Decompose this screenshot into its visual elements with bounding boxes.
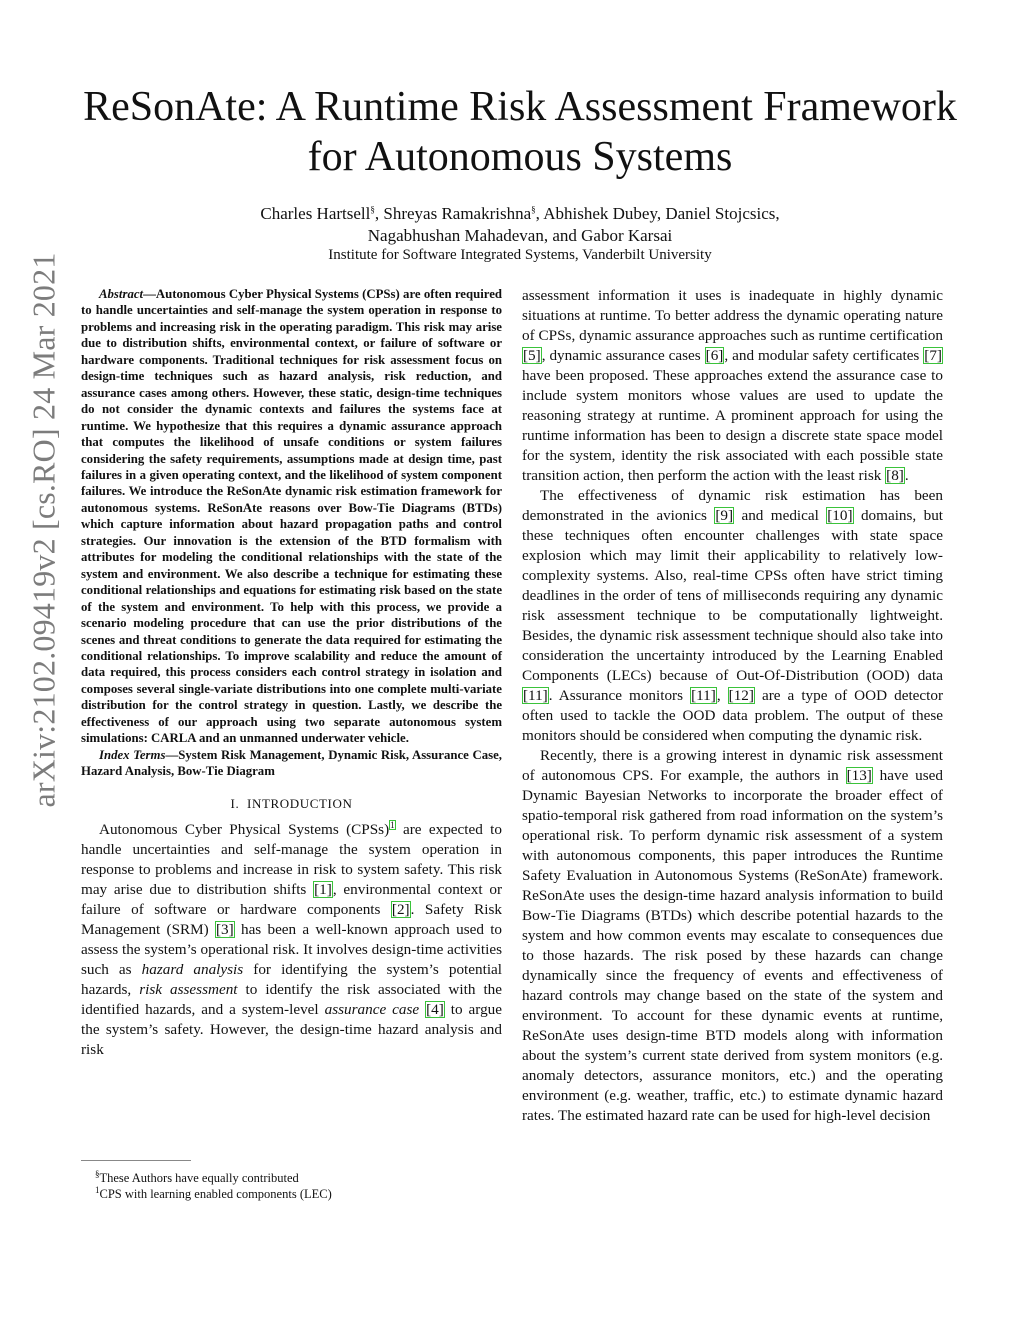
- footnote-text: CPS with learning enabled components (LEC): [99, 1187, 332, 1201]
- footnote-mark: 1: [95, 1184, 100, 1195]
- arxiv-id: arXiv:2102.09419v2 [cs.RO] 24 Mar 2021: [25, 252, 62, 808]
- title-line-2: for Autonomous Systems: [307, 134, 733, 180]
- index-terms-text: —System Risk Management, Dynamic Risk, Assurance Case, Hazard Analysis, Bow-Tie Diagram: [81, 747, 502, 779]
- author-name: Charles Hartsell: [260, 204, 371, 223]
- citation-link[interactable]: [10]: [827, 507, 853, 524]
- text-run: .: [904, 467, 909, 484]
- citation-link[interactable]: [4]: [426, 1000, 444, 1018]
- author-list: [70, 203, 970, 247]
- text-run: Autonomous Cyber Physical Systems (CPSs): [99, 820, 390, 838]
- text-run: . Assurance monitors: [548, 687, 691, 704]
- text-run: has been a well-known approach used to assess the system’s operational risk. It involves design-time activities such as: [81, 920, 503, 978]
- title-line-1: ReSonAte: A Runtime Risk Assessment Framework: [83, 84, 957, 130]
- text-run: , dynamic assurance cases: [541, 347, 705, 364]
- author-mark: §: [531, 204, 536, 215]
- text-run: . Safety Risk Management (SRM): [81, 900, 503, 938]
- footnote-divider: [81, 1160, 191, 1161]
- citation-link[interactable]: [7]: [924, 347, 942, 364]
- author-name: Nagabhushan Mahadevan, and Gabor Karsai: [367, 226, 673, 245]
- author-name: , Abhishek Dubey, Daniel Stojcsics,: [535, 204, 780, 223]
- emphasis: hazard analysis: [141, 960, 244, 978]
- text-run: Recently, there is a growing interest in dynamic risk assessment of autonomous CPS. For example, the authors in: [522, 747, 943, 784]
- body-paragraph: [522, 486, 943, 746]
- footnote-text: These Authors have equally contributed: [99, 1171, 299, 1185]
- footnote-1: [95, 1170, 299, 1186]
- emphasis: assurance case: [324, 1000, 420, 1018]
- citation-link[interactable]: [2]: [391, 900, 410, 918]
- text-run: are a type of OOD detector often used to tackle the OOD data problem. The output of these monitors should be considered when computing the dynamic risk.: [522, 687, 944, 744]
- abstract-text: —Autonomous Cyber Physical Systems (CPSs) are often required to handle uncertainties and self-manage the system operation in response to problems and increasing risk in the operating paradigm. This risk may arise due to distribution shifts, environmental context, or failure of software or hardware components. Traditional techniques for risk assessment focus on design-time techniques such as hazard analysis, risk reduction, and assurance cases among others. However, these static, design-time techniques do not consider the dynamic contexts and failures the systems face at runtime. We hypothesize that this requires a dynamic assurance approach that computes the likelihood of unsafe conditions or system failures considering the safety requirements, assumptions made at design time, past failures in a given operating context, and the likelihood of system component failures. We introduce the ReSonAte dynamic risk estimation framework for autonomous systems. ReSonAte reasons over Bow-Tie Diagrams (BTDs) which capture information about hazard propagation paths and control strategies. Our innovation is the extension of the BTD formalism with attributes for modeling the conditional relationships with the state of the system and environment. We also describe a technique for estimating these conditional relationships and equations for estimating risk based on the state of the system and environment. To help with this process, we provide a scenario modeling procedure that can use the prior distributions of the scenes and threat conditions to generate the data required for estimating the conditional relationships. To improve scalability and reduce the amount of data required, this process considers each control strategy in isolation and composes several single-variate distributions into one complete multi-variate distribution for the control strategy in question. Lastly, we describe the effectiveness of our approach using two separate autonomous system simulations: CARLA and an unmanned underwater vehicle.: [81, 287, 502, 746]
- citation-link[interactable]: [1]: [314, 880, 332, 898]
- body-paragraph: [522, 286, 943, 486]
- text-run: are expected to handle uncertainties and self-manage the system operation in response to problems and increase in risk to system safety. This risk may arise due to distribution shifts: [81, 820, 502, 898]
- text-run: have used Dynamic Bayesian Networks to incorporate the broader effect of spatio-temporal risk gathered from road information on the system’s operational risk. To perform dynamic risk assessment of a system with autonomous components, this paper introduces the Runtime Safety Evaluation in Autonomous Systems (ReSonAte) framework. ReSonAte uses the design-time hazard analysis information to build Bow-Tie Diagrams (BTDs) which describe potential hazards to the system and how common events may escalate to consequences due to those hazards. The risk posed by these hazards can change dynamically since the frequency of events and effectiveness of hazard controls may change based on the state of the system and environment. To account for these dynamic events at runtime, ReSonAte uses design-time BTD models along with information about the system’s current state derived from system monitors (e.g. anomaly detectors, assurance monitors, etc.) and the operating environment (e.g. weather, traffic, etc.) to estimate dynamic hazard rates. The estimated hazard rate can be used for high-level decision: [522, 767, 943, 1124]
- footnote-2: [95, 1186, 332, 1202]
- text-run: assessment information it uses is inadequate in highly dynamic situations at runtime. To better address the dynamic operating nature of CPSs, dynamic assurance approaches such as runtime certification: [522, 287, 943, 344]
- footnote-mark: §: [95, 1168, 100, 1179]
- citation-link[interactable]: [11]: [523, 687, 548, 704]
- citation-link[interactable]: [12]: [728, 687, 754, 704]
- index-terms: [81, 747, 502, 780]
- text-run: , and modular safety certificates: [724, 347, 924, 364]
- citation-link[interactable]: [9]: [715, 507, 734, 524]
- text-run: , environmental context or failure of software or hardware components: [81, 880, 502, 918]
- section-title: INTRODUCTION: [247, 795, 353, 811]
- section-number: I.: [230, 795, 240, 811]
- index-terms-label: Index Terms: [99, 747, 166, 762]
- citation-link[interactable]: [13]: [846, 767, 872, 784]
- footnote-link[interactable]: 1: [390, 819, 395, 830]
- citation-link[interactable]: [3]: [216, 920, 234, 938]
- intro-paragraph: [81, 820, 502, 1060]
- right-column: [522, 286, 943, 1126]
- text-run: for identifying the system’s potential hazards,: [81, 960, 502, 998]
- left-column: [81, 286, 502, 1060]
- author-name: , Shreyas Ramakrishna: [374, 204, 532, 223]
- section-heading: [81, 796, 502, 812]
- citation-link[interactable]: [5]: [523, 347, 541, 364]
- arxiv-sidebar-stamp: [18, 80, 70, 980]
- author-mark: §: [370, 204, 375, 215]
- text-run: have been proposed. These approaches extend the assurance case to include system monitors whose values are used to update the reasoning strategy at runtime. A prominent approach for using the runtime information has been to design a discrete state space model for the system, identity the risk associated with each possible state transition action, then perform the action with the least risk: [522, 367, 943, 484]
- text-run: The effectiveness of dynamic risk estimation has been demonstrated in the avionics: [522, 487, 943, 524]
- text-run: to argue the system’s safety. However, the design-time hazard analysis and risk: [81, 1000, 502, 1058]
- text-run: domains, but these techniques often encounter challenges with state space explosion which may limit their applicability to relatively low-complexity systems. Also, real-time CPSs often have strict timing deadlines in the order of tens of milliseconds requiring any dynamic risk assessment technique to be computationally lightweight. Besides, the dynamic risk assessment technique should also take into consideration the uncertainty introduced by the Learning Enabled Components (LECs) because of Out-Of-Distribution (OOD) data: [522, 507, 944, 684]
- body-paragraph: [522, 746, 943, 1126]
- text-run: and medical: [734, 507, 827, 524]
- abstract-label: Abstract: [99, 287, 144, 301]
- text-run: ,: [716, 687, 728, 704]
- citation-link[interactable]: [6]: [705, 347, 724, 364]
- text-run: to identify the risk associated with the identified hazards, and a system-level: [81, 980, 503, 1018]
- abstract: [81, 286, 502, 747]
- affiliation: Institute for Software Integrated Systems, Vanderbilt University: [328, 247, 712, 263]
- citation-link[interactable]: [11]: [691, 687, 716, 704]
- citation-link[interactable]: [8]: [886, 467, 904, 484]
- paper-title: [70, 82, 970, 182]
- emphasis: risk assessment: [139, 980, 238, 998]
